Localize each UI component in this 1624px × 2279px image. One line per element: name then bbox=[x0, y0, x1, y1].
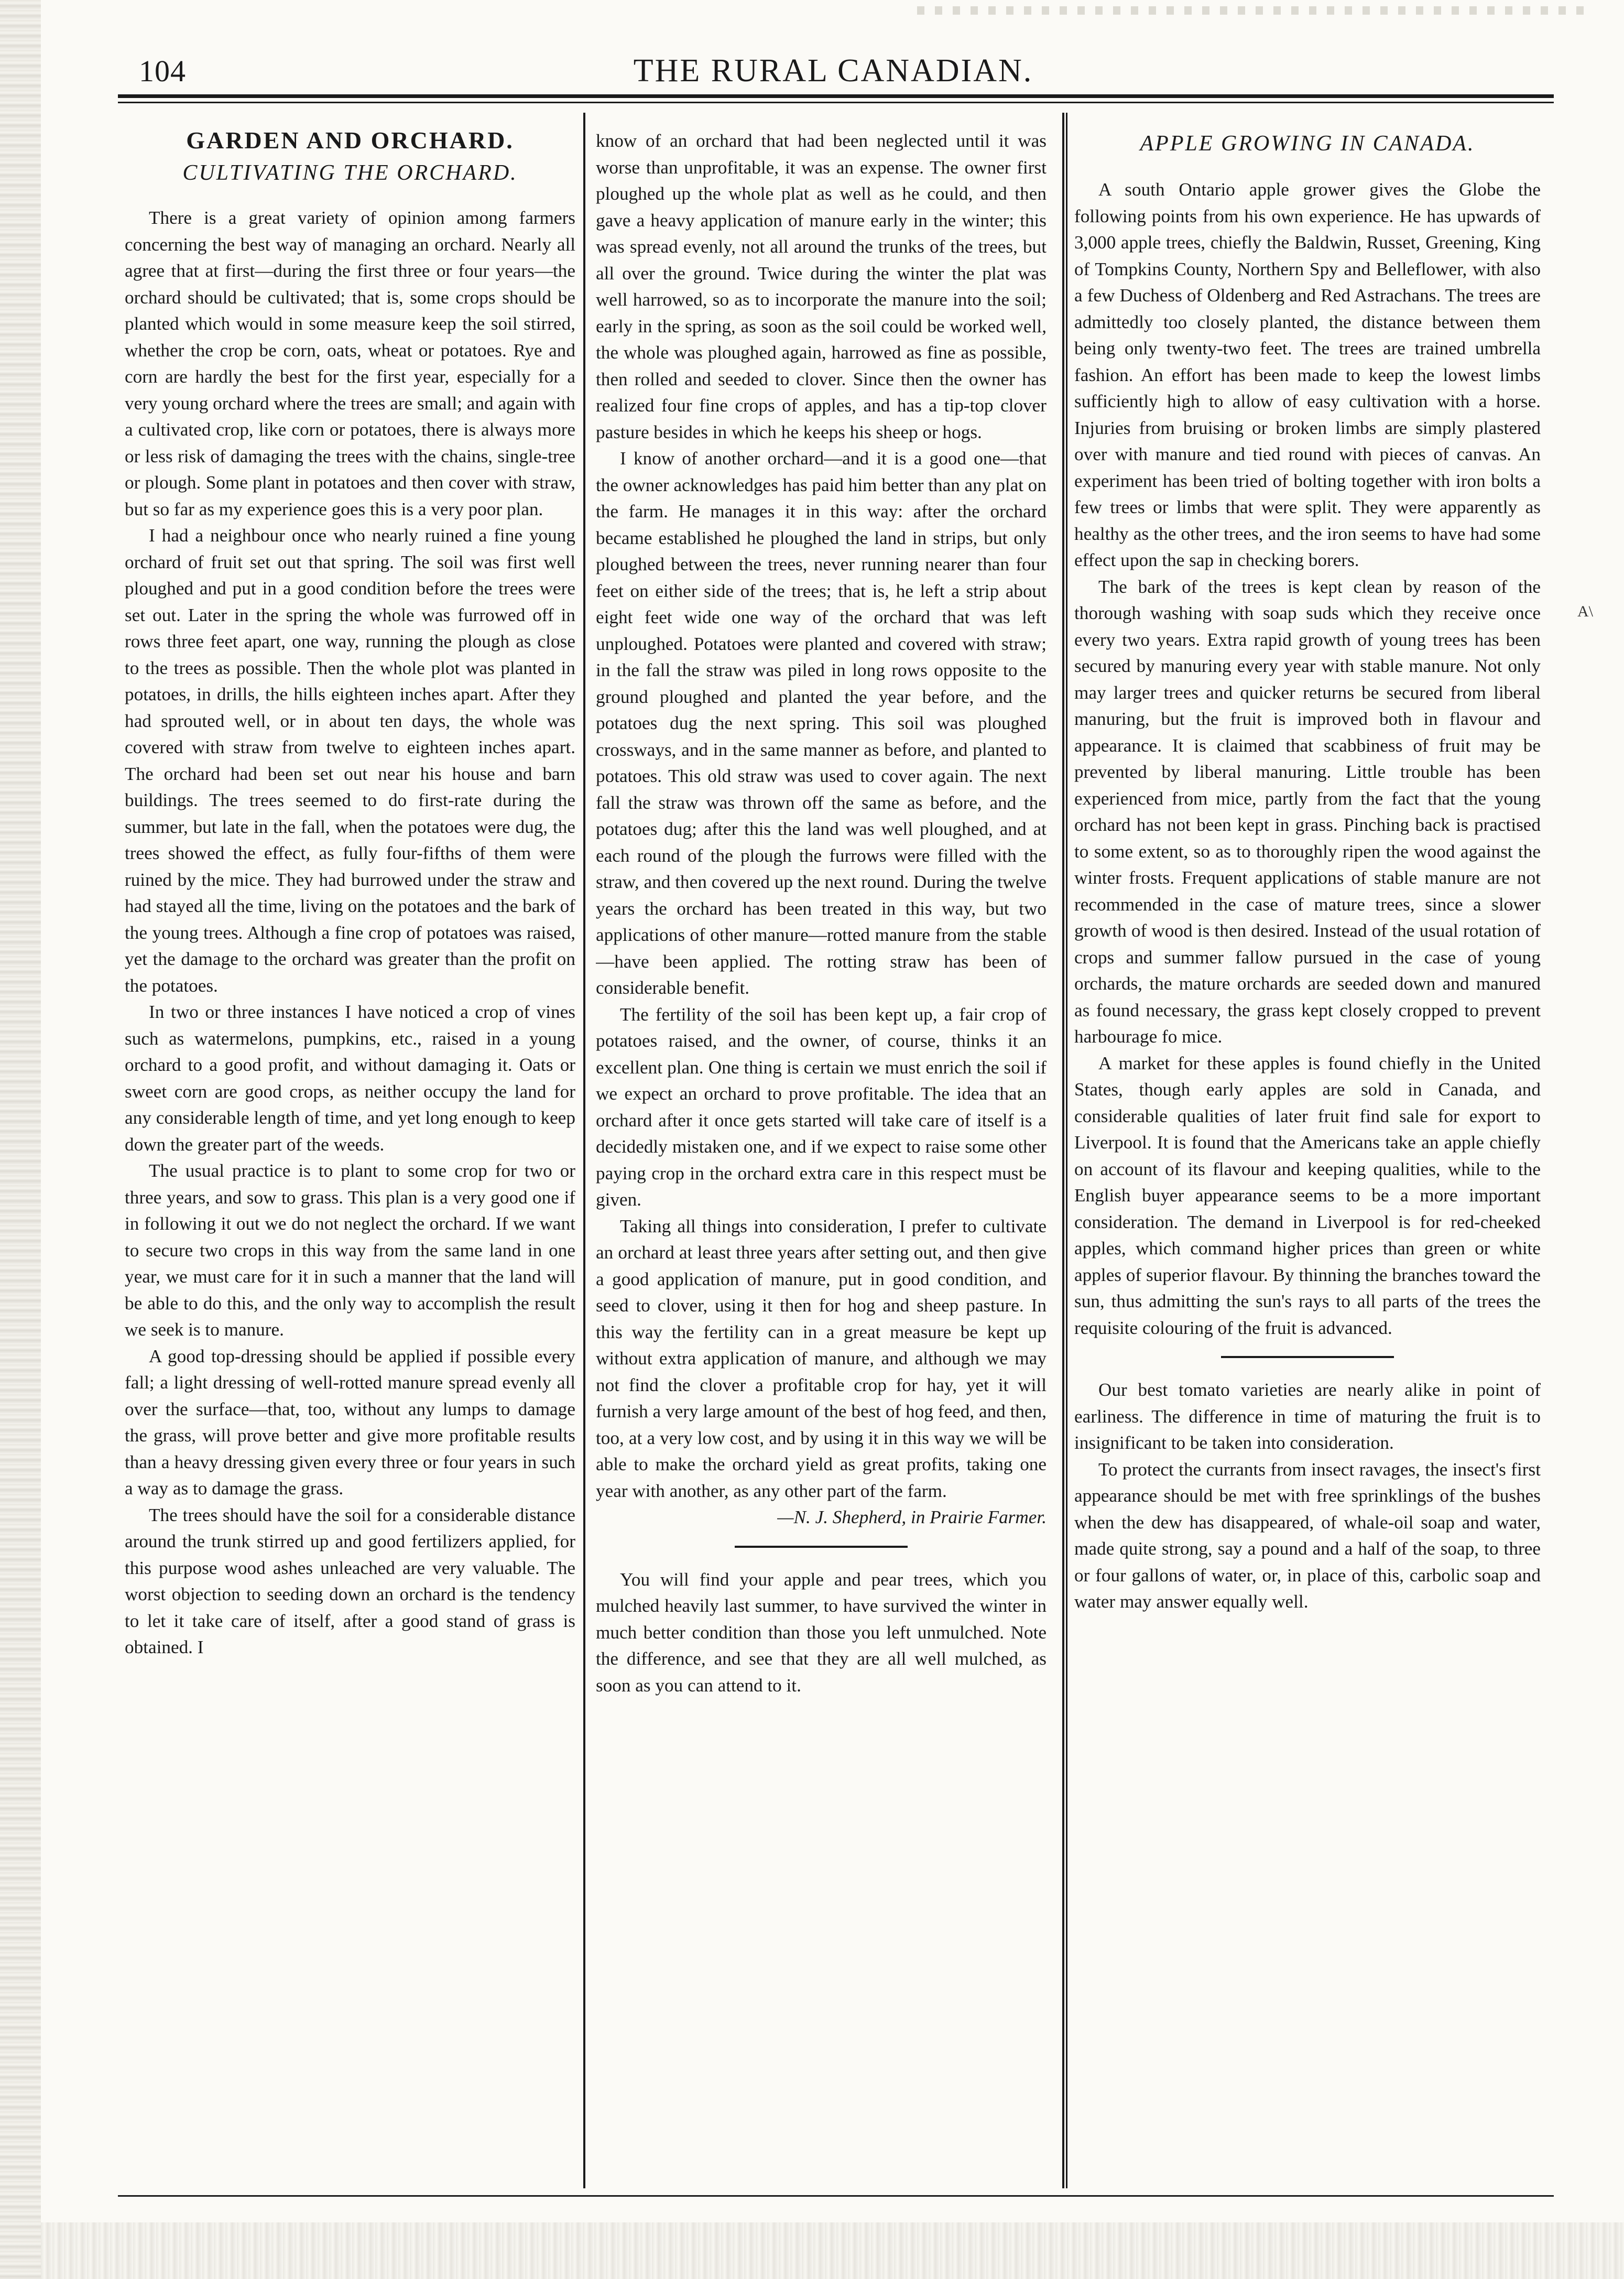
column-3 bbox=[1074, 123, 1541, 2188]
article-separator bbox=[735, 1546, 908, 1548]
paragraph: There is a great variety of opinion among farmers concerning the best way of managing an orchard. Nearly all agree that at first—during the first three or four years—the orchard should be cultivated; that is, some crops should be planted which would in some measure keep the soil stirred, whether the crop be corn, oats, wheat or potatoes. Rye and corn are hardly the best for the first year, especially for a very young orchard where the trees are small; and again with a cultivated crop, like corn or potatoes, there is always more or less risk of damaging the trees with the chains, single-tree or plough. Some plant in potatoes and then cover with straw, but so far as my experience goes this is a very poor plan. bbox=[125, 208, 575, 519]
scan-artifact-top bbox=[917, 6, 1593, 15]
note-paragraph: You will find your apple and pear trees, which you mulched heavily last summer, to have survived the winter in much better condition than those you left unmulched. Note the difference, and see that they are all well mulched, as soon as you can attend to it. bbox=[596, 1569, 1047, 1696]
article-title-apple-growing: APPLE GROWING IN CANADA. bbox=[1140, 132, 1475, 156]
header-rule-thin bbox=[118, 102, 1554, 103]
column-divider-right-inner bbox=[1066, 113, 1067, 2188]
paragraph: A good top-dressing should be applied if possible every fall; a light dressing of well-rotted manure spread evenly all over the surface—that, too, without any lumps to damage the grass, will prove better and give more profitable results than a heavy dressing given every three or four years in such a way as to damage the grass. bbox=[125, 1345, 575, 1499]
paragraph: The bark of the trees is kept clean by reason of the thorough washing with soap suds which they receive once every two years. Extra rapid growth of young trees has been secured by manuring every year with stable manure. Not only may larger trees and quicker returns be secured from liberal manuring, but the fruit is improved both in flavour and appearance. It is claimed that scabbiness of fruit may be prevented by liberal manuring. Little trouble has been experienced from mice, partly from the fact that the young orchard has not been kept in grass. Pinching back is practised to some extent, so as to thoroughly ripen the wood against the winter frosts. Frequent applications of stable manure are not recommended in the case of mature trees, since a slower growth of wood is then desired. Instead of the usual rotation of crops and summer fallow pursued in the case of young orchards, the mature orchards are seeded down and manured as found necessary, the grass kept closely cropped to prevent harbourage fo mice. bbox=[1074, 576, 1541, 1047]
note-paragraph: Our best tomato varieties are nearly alike in point of earliness. The difference in time of maturing the fruit is to insignificant to be taken into consideration. bbox=[1074, 1380, 1541, 1453]
paragraph: In two or three instances I have noticed a crop of vines such as watermelons, pumpkins, etc., raised in a young orchard to a good profit, and without damaging it. Oats or sweet corn are good crops, as neither occupy the land for any considerable length of time, and yet long enough to keep down the greater part of the weeds. bbox=[125, 1002, 575, 1155]
paragraph: The fertility of the soil has been kept up, a fair crop of potatoes raised, and the owner, of course, thinks it an excellent plan. One thing is certain we must enrich the soil if we expect an orchard to prove profitable. The idea that an orchard after it once gets started will take care of itself is a decidedly mistaken one, and if we expect to raise some other paying crop in the orchard extra care in this respect must be given. bbox=[596, 1004, 1047, 1210]
page-header bbox=[139, 48, 1528, 101]
paragraph: A market for these apples is found chiefly in the United States, though early apples are sold in Canada, and considerable qualities of later fruit find sale for export to Liverpool. It is found that the Americans take an apple chiefly on account of its flavour and keeping qualities, while to the English buyer appearance seems to be a more important consideration. The demand in Liverpool is for red-cheeked apples, which command higher prices than green or white apples of superior flavour. By thinning the branches toward the sun, thus admitting the sun's rays to all parts of the trees the requisite colouring of the fruit is advanced. bbox=[1074, 1052, 1541, 1338]
column-1 bbox=[125, 123, 575, 2188]
article-separator bbox=[1221, 1356, 1394, 1358]
column-divider-left bbox=[583, 113, 585, 2188]
note-paragraph: To protect the currants from insect ravages, the insect's first appearance should be met with free sprinklings of the bushes when the dew has disappeared, of whale-oil soap and water, made quite strong, say a pound and a half of the soap, to three or four gallons of water, or, in place of this, carbolic soap and water may answer equally well. bbox=[1074, 1459, 1541, 1612]
paragraph: The trees should have the soil for a considerable distance around the trunk stirred up and good fertilizers applied, for this purpose wood ashes unleached are very valuable. The worst objection to seeding down an orchard is the tendency to let it take care of itself, after a good stand of grass is obtained. I bbox=[125, 1504, 575, 1657]
paragraph: Taking all things into consideration, I prefer to cultivate an orchard at least three years after setting out, and then give a good application of manure, put in good condition, and seed to clover, using it then for hog and sheep pasture. In this way the fertility can in a great measure be kept up without extra application of manure, and although we may not find the clover a profitable crop for hay, yet it will furnish a very large amount of the best of hog feed, and then, too, at a very low cost, and by using it in this way we will be able to make the orchard yield as great profits, taking one year with another, as any other part of the farm. bbox=[596, 1216, 1047, 1501]
section-title: GARDEN AND ORCHARD. bbox=[186, 127, 514, 154]
paragraph: The usual practice is to plant to some crop for two or three years, and sow to grass. This plan is a very good one if in following it out we do not neglect the orchard. If we want to secure two crops in this way from the same land in one year, we must care for it in such a manner that the land will be able to do this, and the only way to accomplish the result we seek is to manure. bbox=[125, 1160, 575, 1340]
footer-rule bbox=[118, 2195, 1554, 2197]
paragraph: I had a neighbour once who nearly ruined a fine young orchard of fruit set out that spring. The soil was first well ploughed and put in a good condition before the trees were set out. Later in the spring the whole was furrowed off in rows three feet apart, one way, running the plough as close to the trees as possible. Then the whole plot was planted in potatoes, in drills, the hills eighteen inches apart. After they had sprouted well, or in about ten days, the whole was covered with straw from twelve to eighteen inches apart. The orchard had been set out near his house and barn buildings. The trees seemed to do first-rate during the summer, but late in the fall, when the potatoes were dug, the trees showed the effect, as fully four-fifths of them were ruined by the mice. They had burrowed under the straw and had stayed all the time, living on the potatoes and the bark of the young trees. Although a fine crop of potatoes was raised, yet the damage to the orchard was greater than the profit on the potatoes. bbox=[125, 525, 575, 996]
paragraph: A south Ontario apple grower gives the Globe the following points from his own experience. He has upwards of 3,000 apple trees, chiefly the Baldwin, Russet, Greening, King of Tompkins County, Northern Spy and Belleflower, with also a few Duchess of Oldenberg and Red Astrachans. The trees are admittedly too closely planted, the distance between them being only twenty-two feet. The trees are trained umbrella fashion. An effort has been made to keep the lowest limbs sufficiently high to allow of easy cultivation with a horse. Injuries from bruising or broken limbs are simply plastered over with manure and tied round with pieces of canvas. An experiment has been tried of bolting together with iron bolts a few trees or limbs that were split. They were apparently as healthy as the other trees, and the iron seems to have had some effect upon the sap in checking borers. bbox=[1074, 179, 1541, 570]
page-number: 104 bbox=[139, 54, 186, 88]
column-divider-right bbox=[1062, 113, 1064, 2188]
article-title-cultivating: CULTIVATING THE ORCHARD. bbox=[182, 161, 518, 185]
scan-artifact-bottom bbox=[41, 2222, 1624, 2279]
margin-mark: A\ bbox=[1577, 603, 1593, 620]
paragraph: I know of another orchard—and it is a good one—that the owner acknowledges has paid him better than any plat on the farm. He manages it in this way: after the orchard became established he ploughed the land in strips, but only ploughed between the trees, never running nearer than four feet on either side of the trees; that is, he left a strip about eight feet wide one way of the orchard that was left unploughed. Potatoes were planted and covered with straw; in the fall the straw was piled in long rows opposite to the ground ploughed and planted the year before, and the potatoes dug the next spring. This soil was ploughed crossways, and in the same manner as before, and planted to potatoes. This old straw was used to cover again. The next fall the straw was thrown off the same as before, and the potatoes dug; after this the land was well ploughed, and at each round of the plough the furrows were filled with the straw, and then covered up the next round. During the twelve years the orchard has been treated in this way, but two applications of other manure—rotted manure from the stable—have been applied. The rotting straw has been of considerable benefit. bbox=[596, 448, 1047, 998]
binding-edge bbox=[0, 0, 41, 2279]
masthead: THE RURAL CANADIAN. bbox=[633, 53, 1033, 89]
header-rule-heavy bbox=[118, 94, 1554, 98]
column-2 bbox=[596, 128, 1047, 2193]
article-signature: —N. J. Shepherd, in Prairie Farmer. bbox=[777, 1507, 1047, 1527]
paragraph: know of an orchard that had been neglected until it was worse than unprofitable, it was an expense. The owner first ploughed up the whole plat as well as he could, and then gave a heavy application of manure early in the winter; this was spread evenly, not all around the trunks of the trees, but all over the ground. Twice during the winter the plat was well harrowed, so as to incorporate the manure into the soil; early in the spring, as soon as the soil could be worked well, the whole was ploughed again, harrowed as fine as possible, then rolled and seeded to clover. Since then the owner has realized four fine crops of apples, and has a tip-top clover pasture besides in which he keeps his sheep or hogs. bbox=[596, 131, 1047, 442]
